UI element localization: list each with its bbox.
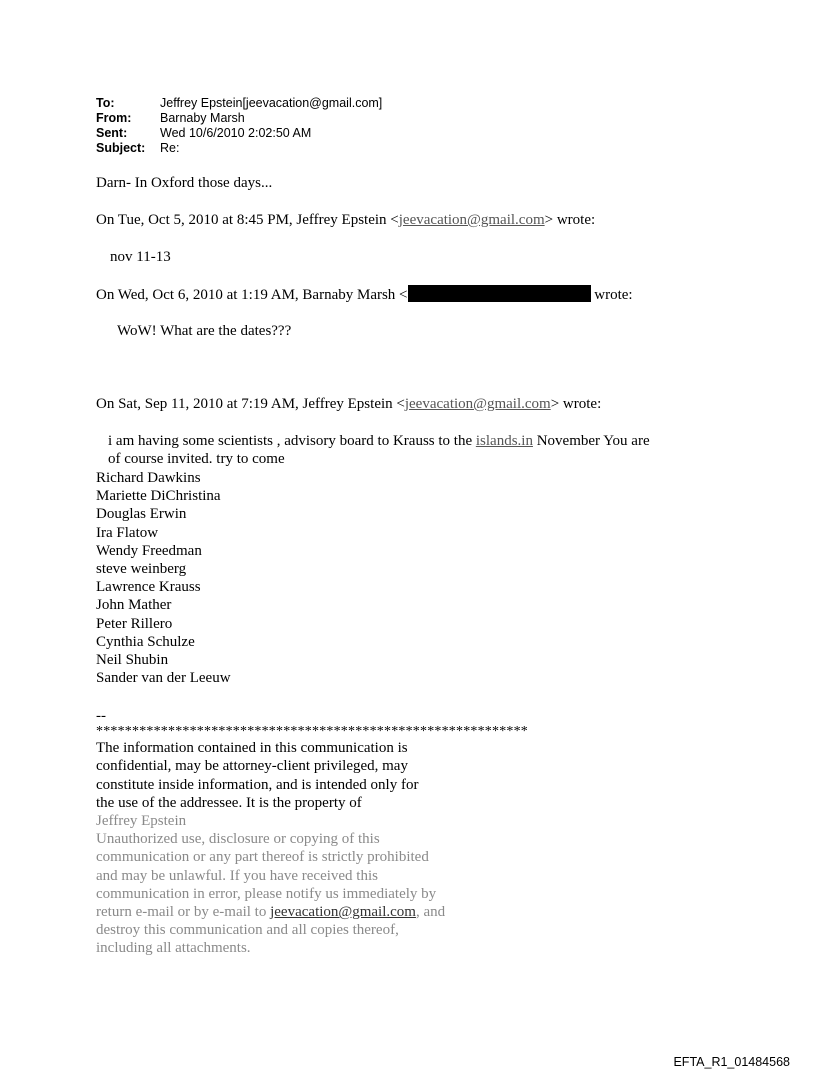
sent-value: Wed 10/6/2010 2:02:50 AM [160, 126, 312, 140]
redaction-box [408, 285, 591, 302]
disclaimer-line: Unauthorized use, disclosure or copying of this [96, 831, 380, 848]
list-item: Peter Rillero [96, 615, 173, 632]
disclaimer-line: confidential, may be attorney-client privileged, may [96, 758, 408, 775]
subject-value: Re: [160, 141, 180, 155]
quote3-line1-b: November You are [532, 433, 650, 449]
disclaimer-line: including all attachments. [96, 940, 251, 957]
signature-stars: ************************************************************ [96, 724, 528, 740]
list-item: Lawrence Krauss [96, 579, 201, 596]
signature-dashes: -- [96, 708, 106, 724]
list-item: Douglas Erwin [96, 506, 187, 523]
quote3-attribution [96, 395, 601, 413]
disclaimer-line: Jeffrey Epstein [96, 813, 187, 830]
subject-row [96, 141, 382, 156]
from-label: From: [96, 111, 132, 125]
islands-link[interactable]: islands.in [475, 433, 533, 449]
disclaimer-line [96, 903, 528, 921]
disclaimer-line: communication in error, please notify us immediately by [96, 885, 437, 902]
disclaimer-line: communication or any part thereof is strictly prohibited [96, 849, 429, 866]
quote1-suffix: > wrote: [544, 212, 596, 228]
quote3-line1 [108, 432, 650, 450]
quote3-suffix: > wrote: [550, 396, 602, 412]
to-row [96, 96, 382, 111]
document-id: EFTA_R1_01484568 [673, 1055, 790, 1069]
email-header [96, 96, 382, 156]
signature-block [96, 707, 528, 958]
list-item: Sander van der Leeuw [96, 670, 231, 687]
list-item: Neil Shubin [96, 651, 169, 668]
signature-email-link[interactable]: jeevacation@gmail.com [270, 904, 416, 921]
quote1-prefix: On Tue, Oct 5, 2010 at 8:45 PM, Jeffrey Epstein < [96, 212, 399, 228]
quote3-line1-a: i am having some scientists , advisory board to Krauss to the [108, 433, 476, 449]
from-value: Barnaby Marsh [160, 111, 245, 125]
quote3-email-link[interactable]: jeevacation@gmail.com [404, 396, 551, 412]
list-item: John Mather [96, 597, 172, 614]
list-item: Cynthia Schulze [96, 633, 195, 650]
list-item: Ira Flatow [96, 524, 159, 541]
to-label: To: [96, 96, 115, 110]
sent-label: Sent: [96, 126, 128, 140]
disclaimer-line-a: return e-mail or by e-mail to [96, 904, 271, 921]
quote3-line2: of course invited. try to come [108, 451, 285, 467]
subject-label: Subject: [96, 141, 146, 155]
quote3-prefix: On Sat, Sep 11, 2010 at 7:19 AM, Jeffrey Epstein < [96, 396, 405, 412]
guest-list [96, 469, 231, 687]
reply-text: Darn- In Oxford those days... [96, 175, 273, 191]
disclaimer-line: and may be unlawful. If you have received this [96, 867, 378, 884]
sent-row [96, 126, 382, 141]
quote1-text: nov 11-13 [110, 249, 171, 265]
disclaimer-line: constitute inside information, and is intended only for [96, 776, 419, 793]
quote2-attribution [96, 285, 633, 304]
quote2-prefix: On Wed, Oct 6, 2010 at 1:19 AM, Barnaby Marsh < [96, 287, 408, 303]
disclaimer-line: destroy this communication and all copies thereof, [96, 922, 399, 939]
list-item: steve weinberg [96, 560, 187, 577]
disclaimer-line: The information contained in this communication is [96, 740, 408, 757]
disclaimer-line: the use of the addressee. It is the property of [96, 794, 362, 811]
quote2-suffix: wrote: [594, 287, 633, 303]
list-item: Richard Dawkins [96, 470, 201, 486]
list-item: Wendy Freedman [96, 542, 202, 559]
quote2-text: WoW! What are the dates??? [117, 323, 292, 339]
quote1-email-link[interactable]: jeevacation@gmail.com [398, 212, 545, 228]
quote1-attribution [96, 211, 595, 229]
list-item: Mariette DiChristina [96, 488, 221, 505]
disclaimer-line-b: , and [415, 904, 446, 921]
to-value: Jeffrey Epstein[jeevacation@gmail.com] [160, 96, 383, 110]
from-row [96, 111, 382, 126]
